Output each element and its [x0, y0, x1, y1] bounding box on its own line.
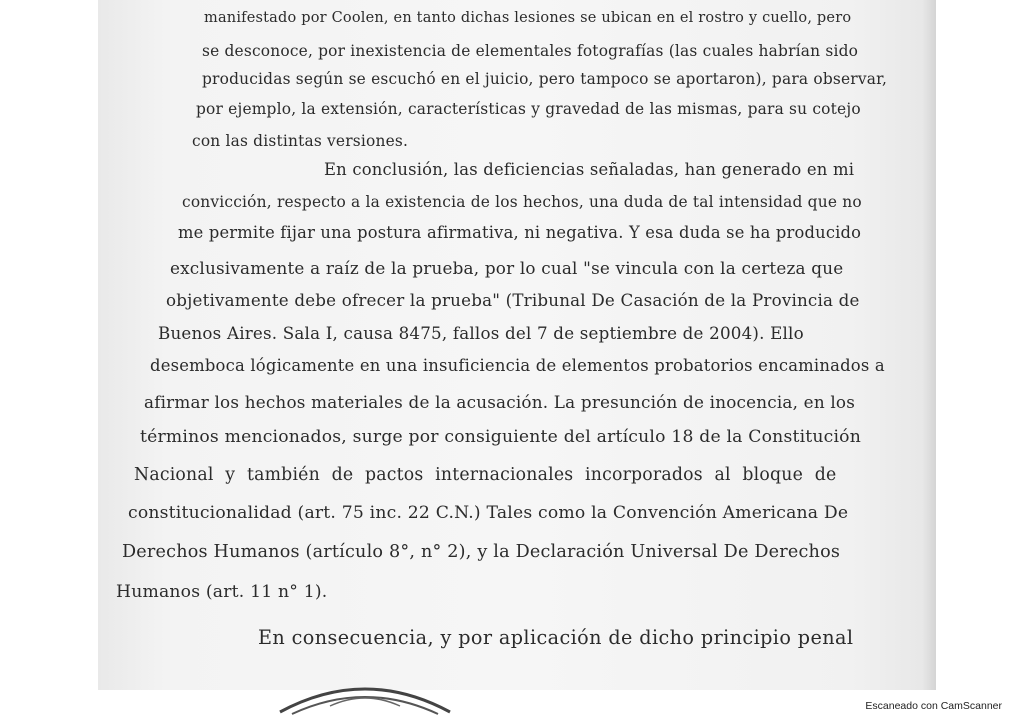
text-line: Nacional y también de pactos internacionales incorporados al bloque de — [134, 465, 837, 485]
text-line: desemboca lógicamente en una insuficiencia de elementos probatorios encaminados a — [150, 356, 885, 375]
text-line: Derechos Humanos (artículo 8°, n° 2), y la Declaración Universal De Derechos — [122, 542, 841, 562]
text-line: objetivamente debe ofrecer la prueba" (Tribunal De Casación de la Provincia de — [166, 290, 860, 310]
text-line: exclusivamente a raíz de la prueba, por lo cual "se vincula con la certeza que — [170, 258, 844, 278]
text-line: afirmar los hechos materiales de la acusación. La presunción de inocencia, en los — [144, 392, 856, 412]
scanner-footer: Escaneado con CamScanner — [865, 700, 1002, 712]
text-line: se desconoce, por inexistencia de elementales fotografías (las cuales habrían sido — [202, 42, 859, 60]
text-line: Buenos Aires. Sala I, causa 8475, fallos del 7 de septiembre de 2004). Ello — [158, 323, 804, 343]
text-line: manifestado por Coolen, en tanto dichas lesiones se ubican en el rostro y cuello, pero — [204, 10, 852, 26]
scanned-page — [98, 0, 936, 690]
text-line: En conclusión, las deficiencias señaladas, han generado en mi — [324, 160, 855, 179]
seal-stamp-fragment — [270, 676, 460, 716]
text-line: En consecuencia, y por aplicación de dicho principio penal — [258, 626, 854, 649]
page-edge-shadow — [922, 0, 936, 690]
text-line: términos mencionados, surge por consiguiente del artículo 18 de la Constitución — [140, 427, 861, 447]
text-line: producidas según se escuchó en el juicio, pero tampoco se aportaron), para observar, — [202, 70, 888, 88]
text-line: por ejemplo, la extensión, características y gravedad de las mismas, para su cotejo — [196, 100, 861, 118]
text-line: con las distintas versiones. — [192, 132, 409, 150]
text-line: Humanos (art. 11 n° 1). — [116, 582, 328, 602]
text-line: me permite fijar una postura afirmativa, ni negativa. Y esa duda se ha producido — [178, 223, 862, 242]
text-line: convicción, respecto a la existencia de los hechos, una duda de tal intensidad que no — [182, 193, 862, 211]
text-line: constitucionalidad (art. 75 inc. 22 C.N.) Tales como la Convención Americana De — [128, 503, 849, 523]
